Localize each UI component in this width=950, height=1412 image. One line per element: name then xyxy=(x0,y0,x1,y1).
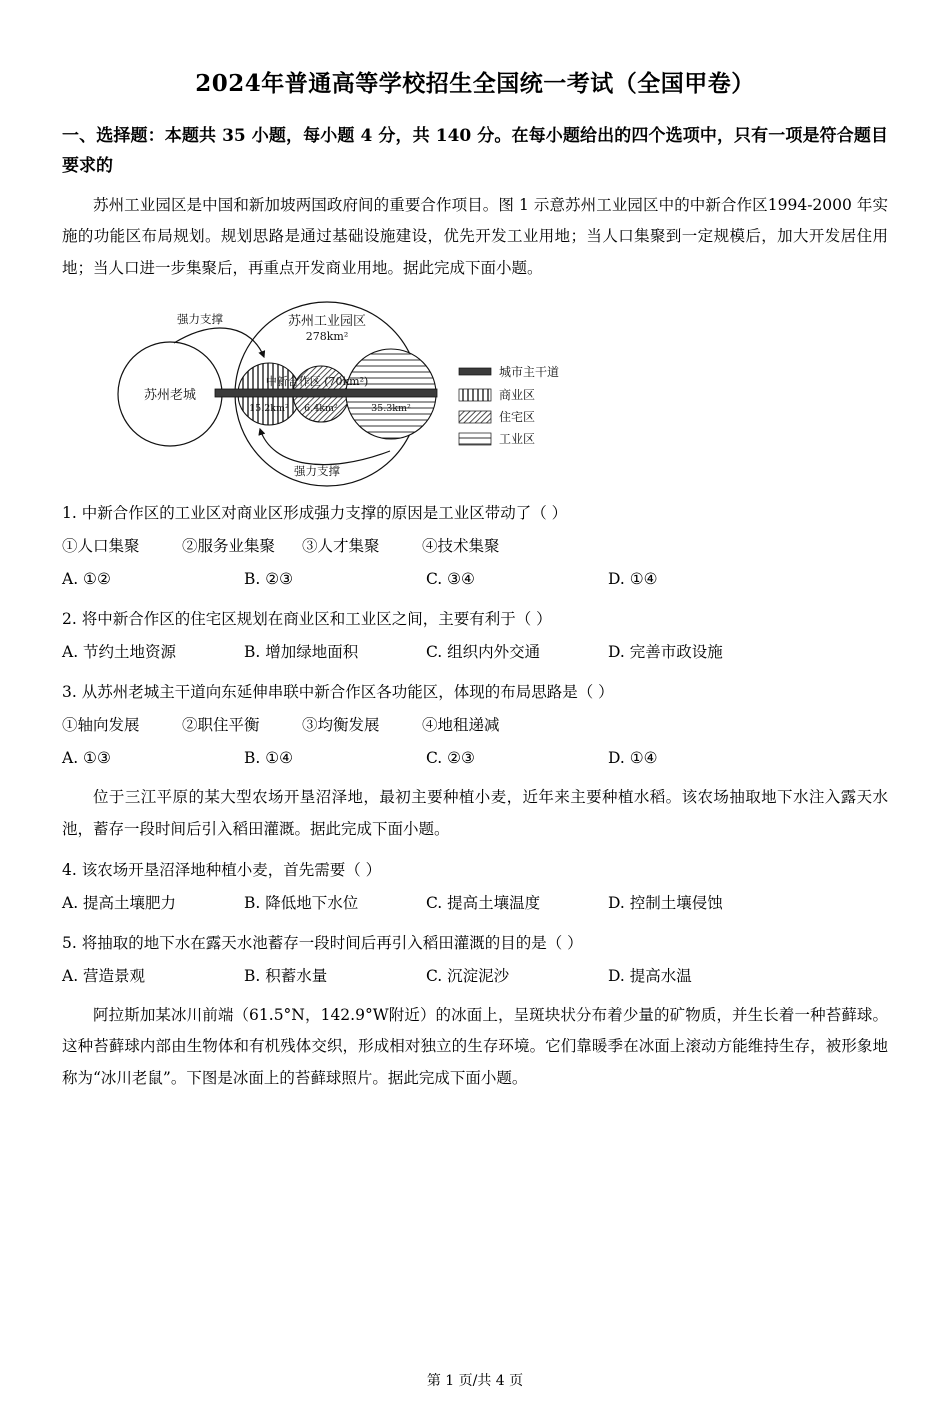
passage-1: 苏州工业园区是中国和新加坡两国政府间的重要合作项目。图 1 示意苏州工业园区中的中新合作区1994-2000 年实施的功能区布局规划。规划思路是通过基础设施建设，优先开发工业用地；当人口集聚到一定规模后，加大开发居住用地；当人口进一步集聚后，再重点开发商业用地。据此完成下面小题。 xyxy=(62,195,888,278)
question-1-option-d[interactable]: D. ①④ xyxy=(608,569,658,588)
question-3-options xyxy=(62,743,888,774)
question-3-suboptions xyxy=(62,710,888,741)
question-1-option-b[interactable]: B. ②③ xyxy=(244,569,294,588)
question-2-option-d[interactable]: D. 完善市政设施 xyxy=(608,642,723,661)
legend-label-industrial: 工业区 xyxy=(499,431,536,446)
park-area-label: 278km² xyxy=(305,329,349,343)
page-footer: 第 1 页/共 4 页 xyxy=(426,1373,524,1389)
support-label-top: 强力支撑 xyxy=(177,311,223,326)
park-label: 苏州工业园区 xyxy=(287,313,367,329)
legend-swatch-commercial xyxy=(459,389,491,401)
question-1-option-a[interactable]: A. ①② xyxy=(62,569,111,588)
question-4-option-b[interactable]: B. 降低地下水位 xyxy=(244,893,359,912)
question-1-options xyxy=(62,564,888,595)
commercial-area-label: 15.2km² xyxy=(249,402,289,414)
figure-1-canvas xyxy=(112,299,582,493)
support-label-bottom: 强力支撑 xyxy=(294,463,340,478)
question-5-option-a[interactable]: A. 营造景观 xyxy=(62,966,146,985)
question-4-option-a[interactable]: A. 提高土壤肥力 xyxy=(62,893,177,912)
legend-label-road: 城市主干道 xyxy=(499,364,560,379)
legend-swatch-industrial xyxy=(459,433,491,445)
question-2-option-a[interactable]: A. 节约土地资源 xyxy=(62,642,177,661)
page-title: 2024年普通高等学校招生全国统一考试（全国甲卷） xyxy=(195,70,755,97)
residential-area-label: 6.4km² xyxy=(304,402,338,414)
question-3-stem: 3. 从苏州老城主干道向东延伸串联中新合作区各功能区，体现的布局思路是（ ） xyxy=(62,682,614,701)
question-1-subopt-2: ②服务业集聚 xyxy=(182,536,276,555)
question-1-option-c[interactable]: C. ③④ xyxy=(426,569,475,588)
question-2-options xyxy=(62,637,888,668)
section-heading: 一、选择题：本题共 35 小题，每小题 4 分，共 140 分。在每小题给出的四个选项中，只有一项是符合题目要求的 xyxy=(62,126,888,176)
question-5-option-b[interactable]: B. 积蓄水量 xyxy=(244,966,328,985)
question-3-option-d[interactable]: D. ①④ xyxy=(608,748,658,767)
question-1-subopt-1: ①人口集聚 xyxy=(62,536,140,555)
question-3-option-c[interactable]: C. ②③ xyxy=(426,748,475,767)
question-3-option-b[interactable]: B. ①④ xyxy=(244,748,294,767)
figure-legend xyxy=(459,365,559,446)
legend-swatch-residential xyxy=(459,411,491,423)
figure-1 xyxy=(62,299,888,489)
question-3-option-a[interactable]: A. ①③ xyxy=(62,748,111,767)
question-2-stem: 2. 将中新合作区的住宅区规划在商业区和工业区之间，主要有利于（ ） xyxy=(62,609,552,628)
question-1-suboptions xyxy=(62,531,888,562)
passage-2: 位于三江平原的某大型农场开垦沼泽地，最初主要种植小麦，近年来主要种植水稻。该农场抽取地下水注入露天水池，蓄存一段时间后引入稻田灌溉。据此完成下面小题。 xyxy=(62,787,888,838)
suzhou-industrial-park-diagram xyxy=(112,299,582,489)
legend-swatch-road xyxy=(459,368,491,375)
passage-3: 阿拉斯加某冰川前端（61.5°N，142.9°W附近）的冰面上，呈斑块状分布着少量的矿物质，并生长着一种苔藓球。这种苔藓球内部由生物体和有机残体交织，形成相对独立的生存环境。它们靠暖季在冰面上滚动方能维持生存，被形象地称为“冰川老鼠”。下图是冰面上的苔藓球照片。据此完成下面小题。 xyxy=(62,1005,888,1088)
question-2-option-c[interactable]: C. 组织内外交通 xyxy=(426,642,541,661)
old-town-label: 苏州老城 xyxy=(143,387,197,403)
question-4-options xyxy=(62,888,888,919)
coop-zone-label: 中新合作区 (70km²) xyxy=(265,374,369,388)
legend-label-residential: 住宅区 xyxy=(499,409,536,424)
question-5-option-c[interactable]: C. 沉淀泥沙 xyxy=(426,966,510,985)
question-5-options xyxy=(62,961,888,992)
question-4-stem: 4. 该农场开垦沼泽地种植小麦，首先需要（ ） xyxy=(62,860,382,879)
legend-label-commercial: 商业区 xyxy=(499,387,536,402)
question-3-subopt-1: ①轴向发展 xyxy=(62,715,140,734)
exam-page xyxy=(0,68,950,1412)
question-1-stem: 1. 中新合作区的工业区对商业区形成强力支撑的原因是工业区带动了（ ） xyxy=(62,503,568,522)
main-road-bar xyxy=(215,389,437,397)
question-4-option-d[interactable]: D. 控制土壤侵蚀 xyxy=(608,893,723,912)
question-5-stem: 5. 将抽取的地下水在露天水池蓄存一段时间后再引入稻田灌溉的目的是（ ） xyxy=(62,933,583,952)
question-5-option-d[interactable]: D. 提高水温 xyxy=(608,966,692,985)
question-3-subopt-2: ②职住平衡 xyxy=(182,715,260,734)
question-4-option-c[interactable]: C. 提高土壤温度 xyxy=(426,893,541,912)
question-3-subopt-4: ④地租递减 xyxy=(422,715,500,734)
question-1-subopt-3: ③人才集聚 xyxy=(302,536,380,555)
question-3-subopt-3: ③均衡发展 xyxy=(302,715,380,734)
industrial-area-label: 35.3km² xyxy=(371,402,411,414)
question-1-subopt-4: ④技术集聚 xyxy=(422,536,500,555)
question-2-option-b[interactable]: B. 增加绿地面积 xyxy=(244,642,359,661)
